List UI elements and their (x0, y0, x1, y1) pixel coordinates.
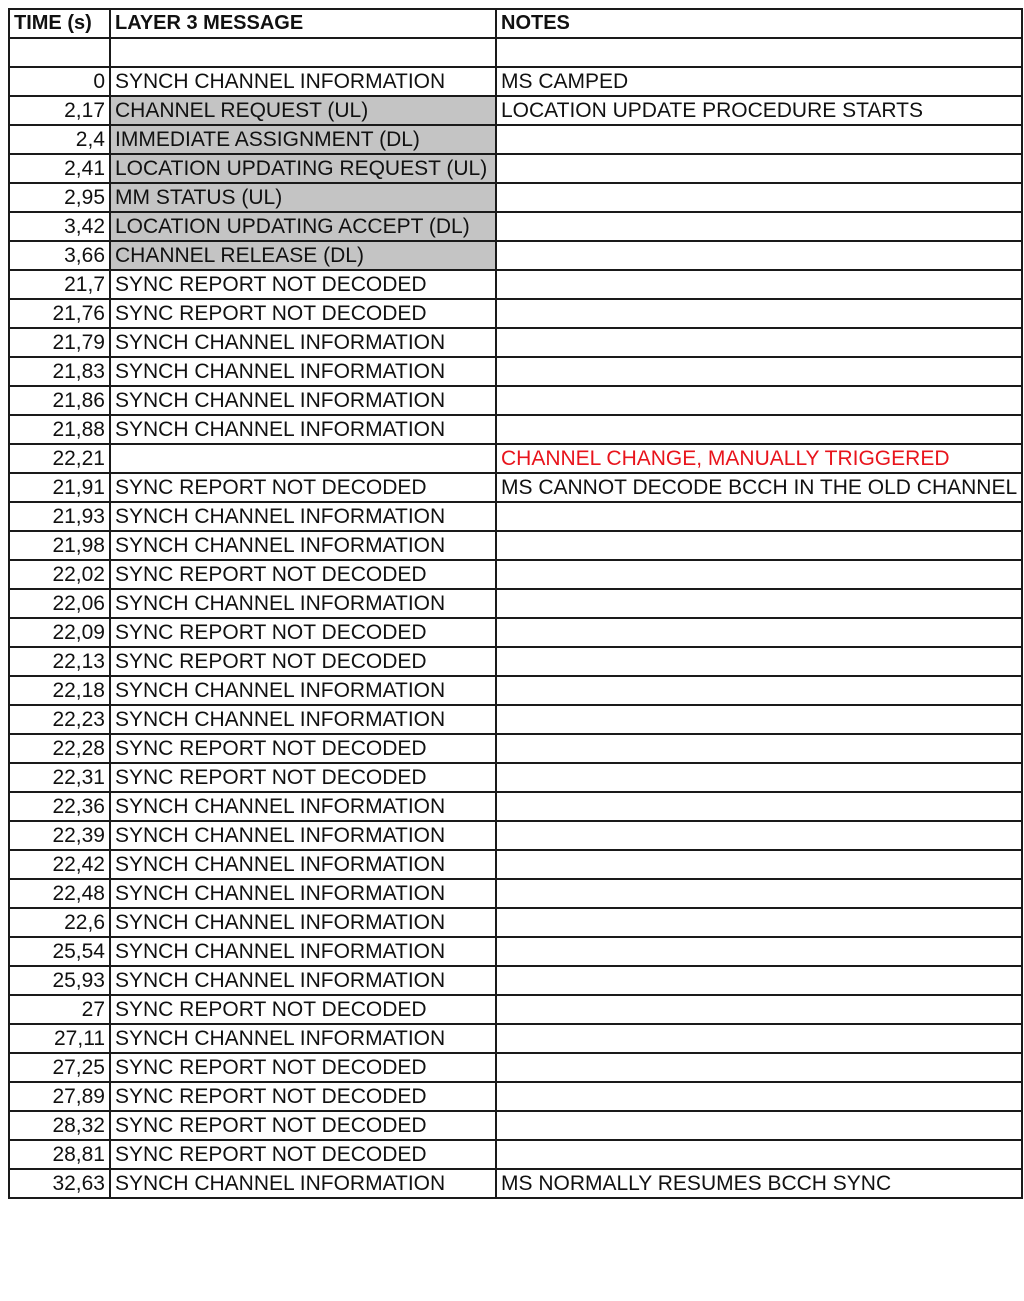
message-cell: SYNCH CHANNEL INFORMATION (110, 502, 496, 531)
time-cell: 2,95 (9, 183, 110, 212)
time-cell: 2,17 (9, 96, 110, 125)
message-cell: SYNCH CHANNEL INFORMATION (110, 966, 496, 995)
message-cell: SYNC REPORT NOT DECODED (110, 763, 496, 792)
message-cell: SYNC REPORT NOT DECODED (110, 1082, 496, 1111)
table-row (9, 299, 1022, 328)
table-row (9, 1024, 1022, 1053)
message-cell: SYNCH CHANNEL INFORMATION (110, 676, 496, 705)
table-row (9, 270, 1022, 299)
table-row (9, 96, 1022, 125)
table-row (9, 241, 1022, 270)
message-cell: SYNCH CHANNEL INFORMATION (110, 415, 496, 444)
time-cell: 21,93 (9, 502, 110, 531)
message-cell: SYNCH CHANNEL INFORMATION (110, 67, 496, 96)
message-cell: SYNC REPORT NOT DECODED (110, 1140, 496, 1169)
time-cell: 21,86 (9, 386, 110, 415)
message-cell: LOCATION UPDATING REQUEST (UL) (110, 154, 496, 183)
notes-cell: MS CAMPED (496, 67, 1022, 96)
table-row (9, 1111, 1022, 1140)
message-cell: SYNCH CHANNEL INFORMATION (110, 792, 496, 821)
header-time: TIME (s) (9, 9, 110, 38)
message-cell: SYNC REPORT NOT DECODED (110, 299, 496, 328)
message-cell: SYNCH CHANNEL INFORMATION (110, 386, 496, 415)
table-row (9, 502, 1022, 531)
time-cell: 3,42 (9, 212, 110, 241)
table-row (9, 444, 1022, 473)
notes-cell (496, 38, 1022, 67)
time-cell: 22,31 (9, 763, 110, 792)
message-cell: SYNCH CHANNEL INFORMATION (110, 937, 496, 966)
notes-cell (496, 908, 1022, 937)
notes-cell: LOCATION UPDATE PROCEDURE STARTS (496, 96, 1022, 125)
time-cell: 21,79 (9, 328, 110, 357)
notes-cell (496, 154, 1022, 183)
time-cell: 22,36 (9, 792, 110, 821)
notes-cell (496, 183, 1022, 212)
time-cell: 28,32 (9, 1111, 110, 1140)
notes-cell (496, 676, 1022, 705)
layer3-message-table (8, 8, 1023, 1199)
time-cell: 27,11 (9, 1024, 110, 1053)
time-cell: 22,39 (9, 821, 110, 850)
message-cell: SYNCH CHANNEL INFORMATION (110, 850, 496, 879)
notes-cell (496, 299, 1022, 328)
table-row (9, 357, 1022, 386)
notes-cell (496, 850, 1022, 879)
time-cell: 22,28 (9, 734, 110, 763)
message-cell: SYNC REPORT NOT DECODED (110, 473, 496, 502)
time-cell: 22,02 (9, 560, 110, 589)
message-cell: SYNCH CHANNEL INFORMATION (110, 705, 496, 734)
table-row (9, 618, 1022, 647)
table-row (9, 908, 1022, 937)
table-row (9, 1169, 1022, 1198)
message-cell: SYNCH CHANNEL INFORMATION (110, 1169, 496, 1198)
time-cell: 22,13 (9, 647, 110, 676)
notes-cell (496, 270, 1022, 299)
time-cell: 22,6 (9, 908, 110, 937)
message-cell: SYNC REPORT NOT DECODED (110, 270, 496, 299)
notes-cell (496, 212, 1022, 241)
notes-cell (496, 560, 1022, 589)
table-row (9, 734, 1022, 763)
table-row (9, 792, 1022, 821)
table-row (9, 154, 1022, 183)
time-cell: 2,4 (9, 125, 110, 154)
time-cell: 3,66 (9, 241, 110, 270)
table-row (9, 676, 1022, 705)
time-cell: 32,63 (9, 1169, 110, 1198)
table-row (9, 183, 1022, 212)
notes-cell (496, 531, 1022, 560)
notes-cell (496, 125, 1022, 154)
time-cell: 2,41 (9, 154, 110, 183)
table-row (9, 763, 1022, 792)
notes-cell (496, 879, 1022, 908)
message-cell: CHANNEL RELEASE (DL) (110, 241, 496, 270)
notes-cell: CHANNEL CHANGE, MANUALLY TRIGGERED (496, 444, 1022, 473)
table-row (9, 67, 1022, 96)
time-cell: 21,98 (9, 531, 110, 560)
time-cell: 27,89 (9, 1082, 110, 1111)
message-cell (110, 38, 496, 67)
time-cell: 25,93 (9, 966, 110, 995)
message-cell: SYNC REPORT NOT DECODED (110, 647, 496, 676)
notes-cell (496, 1053, 1022, 1082)
table-row (9, 125, 1022, 154)
message-cell: SYNC REPORT NOT DECODED (110, 560, 496, 589)
message-cell: SYNC REPORT NOT DECODED (110, 734, 496, 763)
time-cell: 21,7 (9, 270, 110, 299)
time-cell: 21,88 (9, 415, 110, 444)
table-row (9, 937, 1022, 966)
time-cell (9, 38, 110, 67)
message-cell: SYNCH CHANNEL INFORMATION (110, 589, 496, 618)
table-row (9, 995, 1022, 1024)
header-message: LAYER 3 MESSAGE (110, 9, 496, 38)
message-cell: SYNCH CHANNEL INFORMATION (110, 908, 496, 937)
notes-cell (496, 1111, 1022, 1140)
time-cell: 21,83 (9, 357, 110, 386)
table-row (9, 1082, 1022, 1111)
notes-cell (496, 1024, 1022, 1053)
notes-cell (496, 937, 1022, 966)
table-row (9, 38, 1022, 67)
notes-cell (496, 618, 1022, 647)
time-cell: 27 (9, 995, 110, 1024)
message-cell: SYNCH CHANNEL INFORMATION (110, 531, 496, 560)
message-cell: MM STATUS (UL) (110, 183, 496, 212)
table-body (9, 38, 1022, 1198)
message-cell: SYNC REPORT NOT DECODED (110, 618, 496, 647)
notes-cell (496, 357, 1022, 386)
time-cell: 0 (9, 67, 110, 96)
notes-cell (496, 821, 1022, 850)
time-cell: 22,48 (9, 879, 110, 908)
time-cell: 28,81 (9, 1140, 110, 1169)
table-row (9, 705, 1022, 734)
message-cell: SYNCH CHANNEL INFORMATION (110, 821, 496, 850)
message-cell: SYNC REPORT NOT DECODED (110, 1111, 496, 1140)
table-row (9, 560, 1022, 589)
time-cell: 22,23 (9, 705, 110, 734)
time-cell: 21,91 (9, 473, 110, 502)
message-cell: SYNCH CHANNEL INFORMATION (110, 879, 496, 908)
time-cell: 27,25 (9, 1053, 110, 1082)
message-cell: SYNCH CHANNEL INFORMATION (110, 357, 496, 386)
table-row (9, 647, 1022, 676)
message-cell: CHANNEL REQUEST (UL) (110, 96, 496, 125)
time-cell: 22,42 (9, 850, 110, 879)
notes-cell (496, 589, 1022, 618)
notes-cell (496, 1140, 1022, 1169)
time-cell: 22,06 (9, 589, 110, 618)
message-cell (110, 444, 496, 473)
notes-cell (496, 995, 1022, 1024)
notes-cell: MS CANNOT DECODE BCCH IN THE OLD CHANNEL (496, 473, 1022, 502)
header-notes: NOTES (496, 9, 1022, 38)
notes-cell: MS NORMALLY RESUMES BCCH SYNC (496, 1169, 1022, 1198)
time-cell: 22,18 (9, 676, 110, 705)
notes-cell (496, 1082, 1022, 1111)
notes-cell (496, 328, 1022, 357)
table-row (9, 473, 1022, 502)
message-cell: LOCATION UPDATING ACCEPT (DL) (110, 212, 496, 241)
message-cell: IMMEDIATE ASSIGNMENT (DL) (110, 125, 496, 154)
table-row (9, 850, 1022, 879)
table-row (9, 386, 1022, 415)
message-cell: SYNC REPORT NOT DECODED (110, 995, 496, 1024)
notes-cell (496, 415, 1022, 444)
table-row (9, 328, 1022, 357)
table-row (9, 966, 1022, 995)
time-cell: 22,21 (9, 444, 110, 473)
table-row (9, 821, 1022, 850)
notes-cell (496, 734, 1022, 763)
notes-cell (496, 705, 1022, 734)
notes-cell (496, 502, 1022, 531)
notes-cell (496, 647, 1022, 676)
table-row (9, 531, 1022, 560)
message-cell: SYNCH CHANNEL INFORMATION (110, 1024, 496, 1053)
notes-cell (496, 792, 1022, 821)
table-row (9, 589, 1022, 618)
notes-cell (496, 241, 1022, 270)
table-row (9, 415, 1022, 444)
time-cell: 21,76 (9, 299, 110, 328)
table-row (9, 212, 1022, 241)
notes-cell (496, 763, 1022, 792)
time-cell: 25,54 (9, 937, 110, 966)
notes-cell (496, 386, 1022, 415)
time-cell: 22,09 (9, 618, 110, 647)
message-cell: SYNCH CHANNEL INFORMATION (110, 328, 496, 357)
table-row (9, 1140, 1022, 1169)
table-row (9, 1053, 1022, 1082)
table-row (9, 879, 1022, 908)
message-cell: SYNC REPORT NOT DECODED (110, 1053, 496, 1082)
notes-cell (496, 966, 1022, 995)
header-row (9, 9, 1022, 38)
